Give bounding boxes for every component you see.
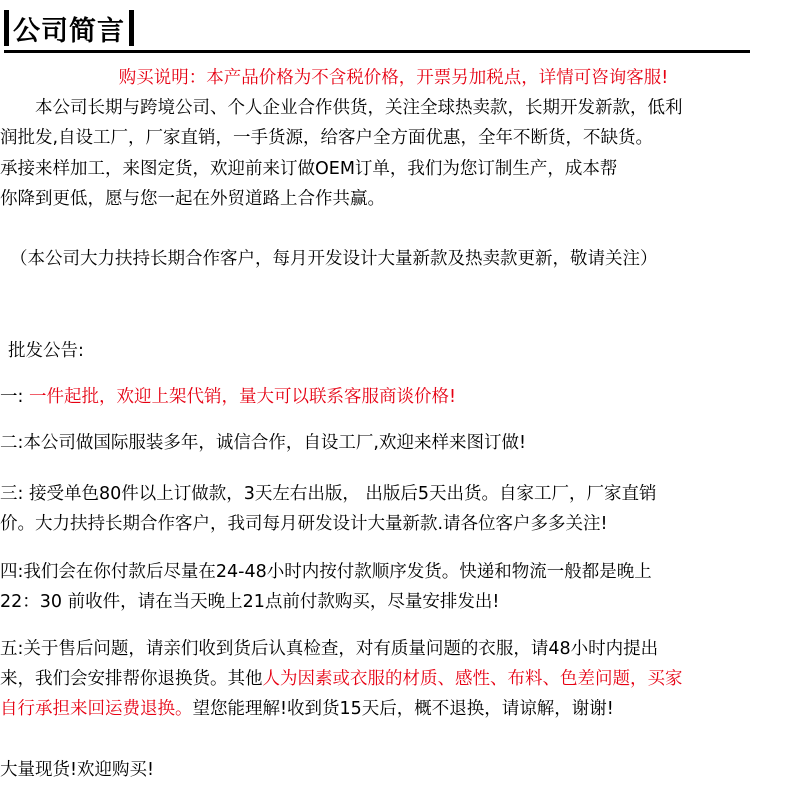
purchase-notice: 购买说明：本产品价格为不含税价格，开票另加税点，详情可咨询客服!	[118, 68, 669, 88]
intro-line-1: 本公司长期与跨境公司、个人企业合作供货，关注全球热卖款，长期开发新款，低利	[0, 98, 683, 118]
item-one-prefix: 一:	[0, 387, 29, 407]
heading-underline	[4, 50, 750, 53]
item-three-line-2: 价。大力扶持长期合作客户，我司每月研发设计大量新款.请各位客户多多关注!	[0, 514, 608, 534]
heading-left-bar	[4, 10, 9, 46]
wholesale-title: 批发公告:	[8, 341, 84, 361]
item-five-line-3	[0, 694, 787, 724]
section-heading	[0, 4, 138, 52]
item-three-line-1: 三: 接受单色80件以上订做款，3天左右出版， 出版后5天出货。自家工厂，厂家直销	[0, 484, 657, 504]
item-five-line-3-text: 望您能理解!收到货15天后，概不退换，请谅解，谢谢!	[192, 699, 614, 719]
support-note: （本公司大力扶持长期合作客户，每月开发设计大量新款及热卖款更新，敬请关注）	[10, 249, 658, 269]
intro-line-4: 你降到更低，愿与您一起在外贸道路上合作共赢。	[0, 189, 385, 209]
intro-line-2: 润批发,自设工厂，厂家直销，一手货源，给客户全方面优惠，全年不断货，不缺货。	[0, 128, 654, 148]
heading-right-bar	[129, 10, 134, 46]
item-four-line-1: 四:我们会在你付款后尽量在24-48小时内按付款顺序发货。快递和物流一般都是晚上	[0, 562, 652, 582]
intro-line-3: 承接来样加工，来图定货，欢迎前来订做OEM订单，我们为您订制生产，成本帮	[0, 159, 618, 179]
item-five-line-2	[0, 664, 787, 694]
page-title: 公司简言	[13, 15, 125, 47]
item-two: 二:本公司做国际服装多年，诚信合作，自设工厂,欢迎来样来图订做!	[0, 433, 526, 453]
item-five-line-1: 五:关于售后问题，请亲们收到货后认真检查，对有质量问题的衣服，请48小时内提出	[0, 639, 659, 659]
item-five-line-3-red: 自行承担来回运费退换。	[0, 699, 193, 719]
item-four-line-2: 22：30 前收件，请在当天晚上21点前付款购买，尽量安排发出!	[0, 592, 500, 612]
item-one-text: 一件起批，欢迎上架代销，量大可以联系客服商谈价格!	[28, 387, 456, 407]
closing-line: 大量现货!欢迎购买!	[0, 760, 155, 780]
item-five-line-2-text: 来，我们会安排帮你退换货。其他	[0, 669, 263, 689]
item-one	[0, 382, 787, 412]
item-five-line-2-red: 人为因素或衣服的材质、感性、布料、色差问题，买家	[262, 669, 683, 689]
